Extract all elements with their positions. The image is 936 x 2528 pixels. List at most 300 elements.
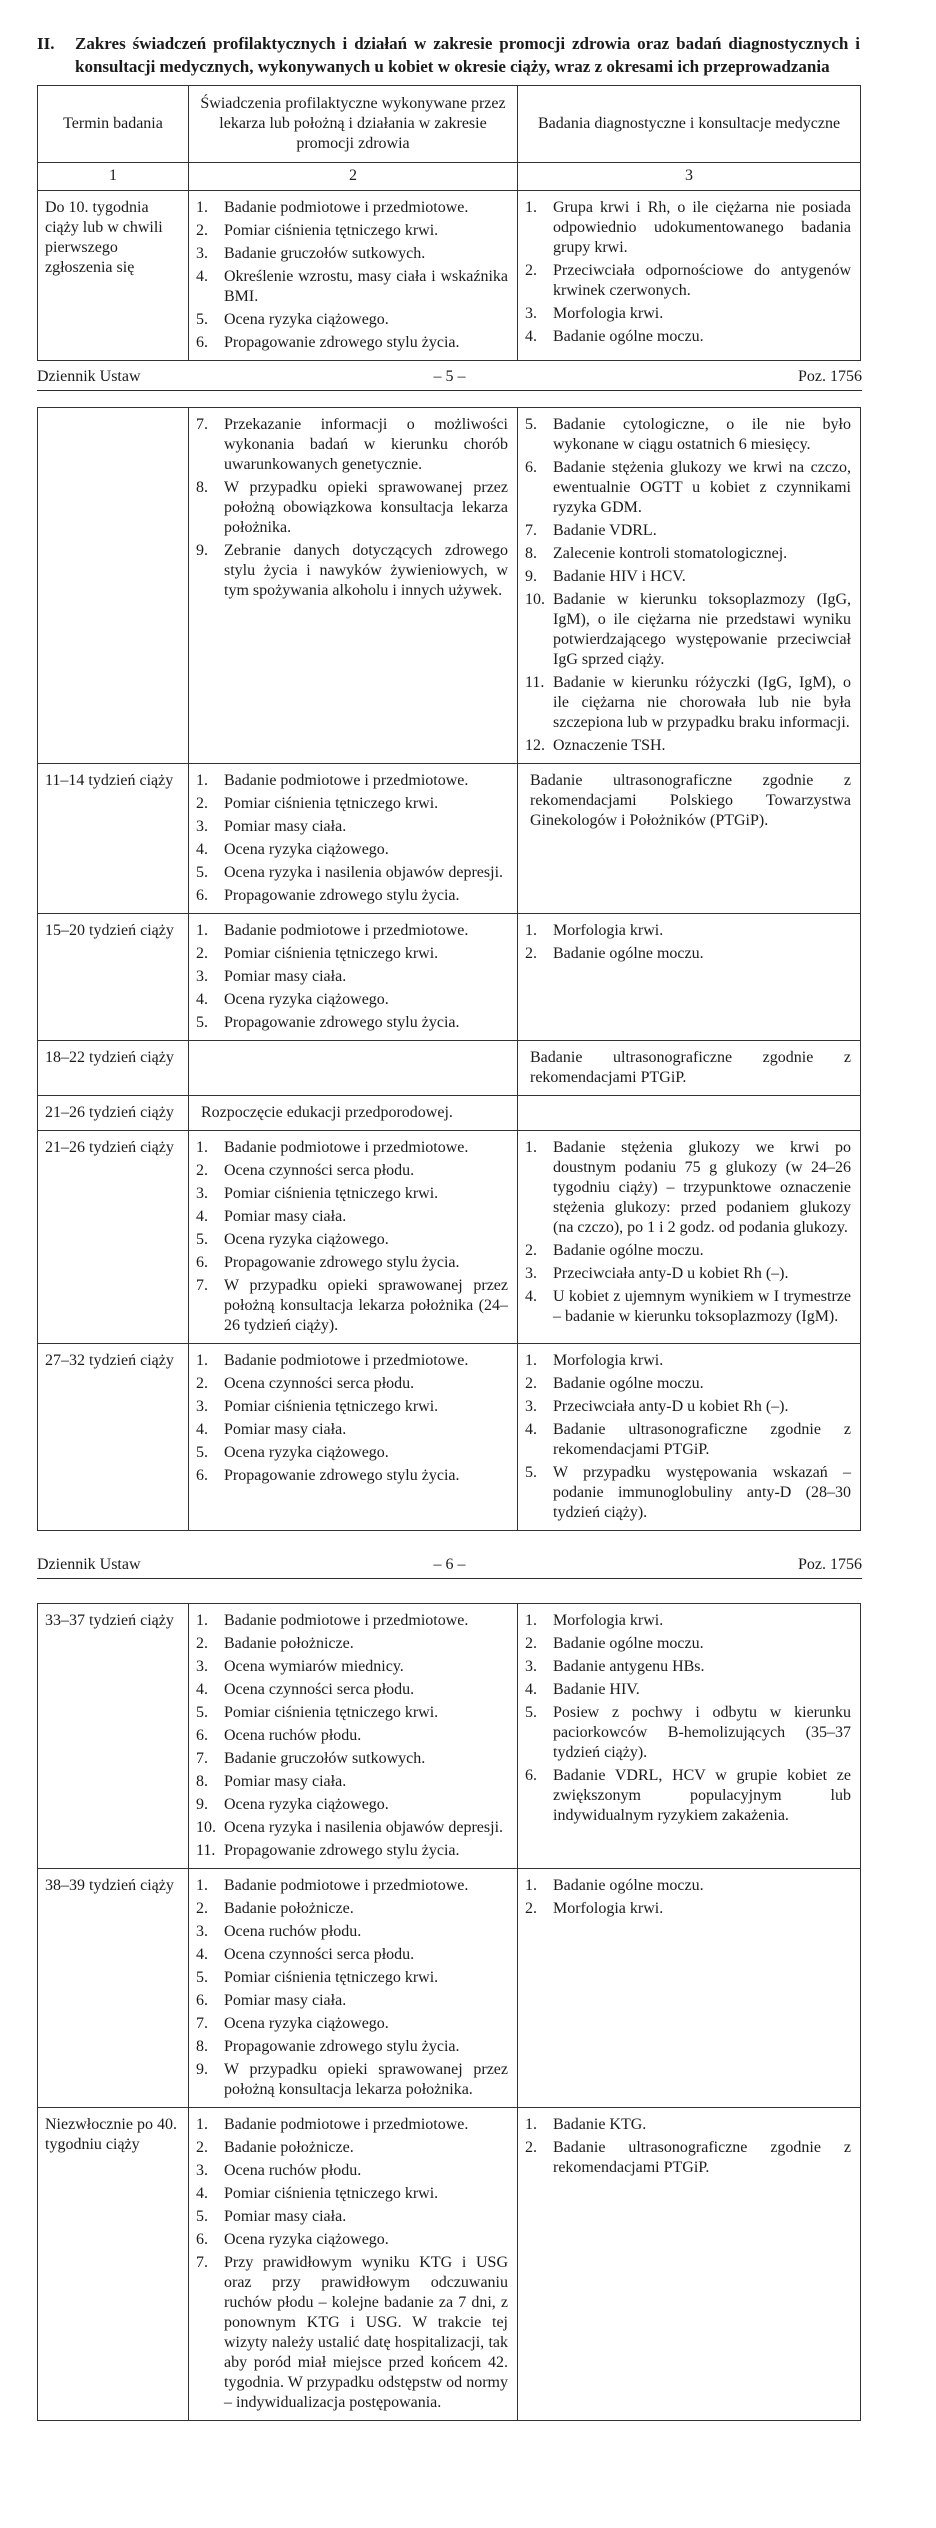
item-text: Ocena ruchów płodu. [224,2162,362,2179]
list-item [525,921,851,941]
list-item [196,921,508,941]
item-number: 9. [196,542,208,559]
diagnostics-cell [518,764,861,914]
item-number: 4. [196,1421,208,1438]
item-number: 4. [196,1681,208,1698]
item-text: Ocena ryzyka ciążowego. [224,1231,389,1248]
item-number: 4. [525,1681,537,1698]
item-text: Badanie KTG. [553,2116,647,2133]
item-text: Ocena ryzyka ciążowego. [224,311,389,328]
list-item [525,1680,851,1700]
section-number: II. [37,34,55,53]
list-item [196,1968,508,1988]
item-text: Badanie podmiotowe i przedmiotowe. [224,199,469,216]
list-item [196,2014,508,2034]
item-number: 3. [525,1658,537,1675]
list-item [196,1230,508,1250]
item-number: 1. [525,1352,537,1369]
list-item [196,2230,508,2250]
schedule-table-page6 [37,1603,861,2421]
item-text: Badanie położnicze. [224,2139,354,2156]
list-item [525,544,851,564]
item-number: 4. [196,1208,208,1225]
cell-text: Badanie ultrasonograficzne zgodnie z rekomendacjami PTGiP. [530,1049,851,1086]
item-text: Badanie antygenu HBs. [553,1658,705,1675]
list-item [196,1634,508,1654]
services-cell [189,1604,518,1869]
item-number: 5. [196,2208,208,2225]
services-cell [189,1344,518,1531]
item-text: Badanie VDRL, HCV w grupie kobiet ze zwiększonym populacyjnym lub indywidualnym ryzykiem zakażenia. [553,1767,851,1824]
item-text: Przekazanie informacji o możliwości wykonania badań w kierunku chorób uwarunkowanych genetycznie. [224,416,508,473]
item-text: Badanie ogólne moczu. [553,1375,704,1392]
term-cell [38,1096,189,1131]
item-text: Badanie podmiotowe i przedmiotowe. [224,1877,469,1894]
item-number: 1. [196,199,208,216]
item-text: Pomiar ciśnienia tętniczego krwi. [224,1398,439,1415]
item-number: 8. [196,1773,208,1790]
term-cell [38,1041,189,1096]
item-text: Propagowanie zdrowego stylu życia. [224,2038,460,2055]
item-text: Pomiar ciśnienia tętniczego krwi. [224,222,439,239]
item-number: 8. [525,545,537,562]
list-item [196,863,508,883]
list-item [196,1397,508,1417]
item-number: 6. [196,1467,208,1484]
list-item [196,310,508,330]
item-number: 3. [196,1185,208,1202]
section-title: Zakres świadczeń profilaktycznych i działań w zakresie promocji zdrowia oraz badań diagnostycznych i konsultacji medycznych, wykonywanych u kobiet w okresie ciąży, wraz z okresami ich przeprowadzania [75,34,860,76]
item-text: Badanie podmiotowe i przedmiotowe. [224,922,469,939]
list-item [525,261,851,301]
item-number: 9. [525,568,537,585]
list-item [525,1397,851,1417]
list-item [196,1276,508,1336]
item-number: 10. [196,1819,216,1836]
item-text: Badanie VDRL. [553,522,657,539]
term-cell [38,1131,189,1344]
list-item [196,221,508,241]
list-item [196,1795,508,1815]
list-item [525,415,851,455]
item-number: 1. [196,2116,208,2133]
term-cell [38,1869,189,2108]
list-item [196,1726,508,1746]
footer-journal-name: Dziennik Ustaw [37,1556,141,1573]
table-row [38,1869,861,2108]
item-text: Ocena ryzyka ciążowego. [224,991,389,1008]
diagnostics-cell [518,2108,861,2421]
item-text: W przypadku opieki sprawowanej przez położną konsultacja lekarza położnika. [224,2061,508,2098]
item-number: 1. [196,1139,208,1156]
item-text: Pomiar masy ciała. [224,968,347,985]
item-number: 1. [525,2116,537,2133]
item-number: 11. [525,674,545,691]
list-item [196,2161,508,2181]
item-number: 2. [196,1900,208,1917]
list-item [196,2253,508,2413]
list-item [196,1991,508,2011]
item-number: 6. [525,459,537,476]
item-number: 3. [525,1398,537,1415]
list-item [525,1138,851,1238]
list-item [525,1351,851,1371]
item-number: 7. [196,2015,208,2032]
item-number: 1. [196,922,208,939]
item-number: 1. [525,1612,537,1629]
item-text: Przy prawidłowym wyniku KTG i USG oraz przy prawidłowym odczuwaniu ruchów płodu – kolejne badanie za 7 dni, z ponownym KTG i USG. W trakcie tej wizyty należy ustalić datę hospitalizacji, tak aby poród miał miejsce przed końcem 42. tygodnia. W przypadku odstępstw od normy – indywidualizacja postępowania. [224,2254,508,2411]
item-number: 9. [196,1796,208,1813]
item-text: Badanie podmiotowe i przedmiotowe. [224,2116,469,2133]
item-text: Pomiar masy ciała. [224,1208,347,1225]
item-number: 7. [196,2254,208,2271]
item-number: 2. [525,1242,537,1259]
item-text: Badanie cytologiczne, o ile nie było wykonane w ciągu ostatnich 6 miesięcy. [553,416,851,453]
diagnostics-cell [518,1869,861,2108]
item-text: Przeciwciała odpornościowe do antygenów krwinek czerwonych. [553,262,851,299]
item-number: 7. [196,416,208,433]
item-text: W przypadku opieki sprawowanej przez położną obowiązkowa konsultacja lekarza położnika. [224,479,508,536]
list-item [196,2060,508,2100]
item-number: 4. [525,328,537,345]
list-item [525,198,851,258]
item-text: Morfologia krwi. [553,1900,664,1917]
item-number: 4. [196,991,208,1008]
item-number: 6. [196,2231,208,2248]
diagnostics-cell [518,1131,861,1344]
item-number: 7. [196,1750,208,1767]
list-item [196,1680,508,1700]
item-number: 6. [196,334,208,351]
list-item [525,944,851,964]
item-text: Pomiar masy ciała. [224,1421,347,1438]
item-text: Pomiar masy ciała. [224,1992,347,2009]
list-item [196,2037,508,2057]
list-item [525,1876,851,1896]
diagnostics-cell [518,1096,861,1131]
item-number: 4. [196,268,208,285]
column-number-3: 3 [518,163,861,191]
item-text: Propagowanie zdrowego stylu życia. [224,334,460,351]
item-text: Badanie ogólne moczu. [553,1242,704,1259]
item-text: Oznaczenie TSH. [553,737,666,754]
item-text: Badanie w kierunku różyczki (IgG, IgM), o ile ciężarna nie chorowała lub nie była szczepiona lub w przypadku braku informacji. [553,674,851,731]
list-item [525,1657,851,1677]
list-item [196,1611,508,1631]
item-number: 2. [525,2139,537,2156]
list-item [525,567,851,587]
list-item [196,1466,508,1486]
list-item [525,1463,851,1523]
item-text: Pomiar ciśnienia tętniczego krwi. [224,1185,439,1202]
diagnostics-cell [518,1041,861,1096]
item-number: 1. [196,1352,208,1369]
item-text: W przypadku występowania wskazań – podanie immunoglobuliny anty-D (28–30 tydzień ciąży). [553,1464,851,1521]
item-number: 1. [525,199,537,216]
list-item [196,1703,508,1723]
item-number: 1. [525,922,537,939]
item-number: 2. [196,1635,208,1652]
list-item [196,1184,508,1204]
item-text: Morfologia krwi. [553,1352,664,1369]
item-number: 2. [196,795,208,812]
item-text: Przeciwciała anty-D u kobiet Rh (–). [553,1398,789,1415]
list-item [525,590,851,670]
item-text: Badanie stężenia glukozy we krwi na czczo, ewentualnie OGTT u kobiet z czynnikami ryzyka GDM. [553,459,851,516]
list-item [525,736,851,756]
item-number: 2. [196,2139,208,2156]
item-number: 5. [525,1704,537,1721]
item-text: Pomiar ciśnienia tętniczego krwi. [224,945,439,962]
item-number: 6. [196,1727,208,1744]
diagnostics-cell [518,1604,861,1869]
item-number: 5. [196,1014,208,1031]
list-item [196,2184,508,2204]
item-text: Pomiar ciśnienia tętniczego krwi. [224,795,439,812]
list-item [196,886,508,906]
list-item [196,1899,508,1919]
list-item [525,458,851,518]
item-text: Ocena ryzyka ciążowego. [224,841,389,858]
item-number: 5. [525,416,537,433]
footer-position-number: Poz. 1756 [798,1556,862,1573]
item-text: Morfologia krwi. [553,922,664,939]
item-number: 2. [525,1900,537,1917]
list-item [196,1772,508,1792]
list-item [196,415,508,475]
item-text: Propagowanie zdrowego stylu życia. [224,1254,460,1271]
item-text: U kobiet z ujemnym wynikiem w I trymestrze – badanie w kierunku toksoplazmozy (IgM). [553,1288,851,1325]
list-item [196,244,508,264]
item-number: 5. [525,1464,537,1481]
item-number: 11. [196,1842,216,1859]
diagnostics-cell [518,914,861,1041]
item-text: Ocena czynności serca płodu. [224,1162,415,1179]
item-text: Pomiar masy ciała. [224,2208,347,2225]
item-text: Badanie podmiotowe i przedmiotowe. [224,1612,469,1629]
list-item [196,1818,508,1838]
item-text: Badanie położnicze. [224,1635,354,1652]
term-text: 11–14 tydzień ciąży [45,772,174,789]
list-item [196,944,508,964]
term-text: 21–26 tydzień ciąży [45,1104,174,1121]
term-cell [38,1604,189,1869]
item-text: Ocena wymiarów miednicy. [224,1658,404,1675]
list-item [525,1899,851,1919]
list-item [525,1287,851,1327]
item-text: Badanie gruczołów sutkowych. [224,1750,426,1767]
list-item [196,1161,508,1181]
footer-page-number: – 6 – [433,1556,466,1573]
item-text: Pomiar ciśnienia tętniczego krwi. [224,1969,439,1986]
item-number: 5. [196,864,208,881]
services-cell [189,2108,518,2421]
item-text: Badanie ogólne moczu. [553,1877,704,1894]
item-text: Pomiar masy ciała. [224,818,347,835]
page-content [37,32,860,2421]
item-number: 5. [196,1231,208,1248]
item-number: 3. [196,1658,208,1675]
column-number-1: 1 [38,163,189,191]
table-row [38,1131,861,1344]
item-text: Badanie stężenia glukozy we krwi po doustnym podaniu 75 g glukozy (w 24–26 tygodniu ciąży) – trzypunktowe oznaczenie stężenia glukozy: przed podaniem glukozy (na czczo), po 1 i 2 godz. od podania glukozy. [553,1139,851,1236]
footer-position-number: Poz. 1756 [798,368,862,385]
list-item [525,1420,851,1460]
term-text: Niezwłocznie po 40. tygodniu ciąży [45,2116,177,2153]
item-number: 4. [196,841,208,858]
cell-text: Badanie ultrasonograficzne zgodnie z rekomendacjami Polskiego Towarzystwa Ginekologów i Położników (PTGiP). [530,772,851,829]
list-item [196,1841,508,1861]
item-number: 2. [525,262,537,279]
item-text: Badanie położnicze. [224,1900,354,1917]
table-row [38,1604,861,1869]
item-text: Badanie HIV i HCV. [553,568,686,585]
footer-page-number: – 5 – [433,368,466,385]
item-text: Badanie ogólne moczu. [553,1635,704,1652]
column-header-diagnostics: Badania diagnostyczne i konsultacje medyczne [518,86,861,163]
list-item [525,521,851,541]
column-header-services: Świadczenia profilaktyczne wykonywane przez lekarza lub położną i działania w zakresie promocji zdrowia [189,86,518,163]
schedule-table-page5-bottom [37,407,861,1531]
list-item [196,541,508,601]
item-text: W przypadku opieki sprawowanej przez położną konsultacja lekarza położnika (24–26 tydzień ciąży). [224,1277,508,1334]
item-number: 1. [196,772,208,789]
item-number: 3. [525,305,537,322]
item-number: 4. [525,1288,537,1305]
services-cell [189,1041,518,1096]
diagnostics-cell [518,191,861,361]
services-cell [189,191,518,361]
item-number: 5. [196,1969,208,1986]
table-header-row [38,86,861,163]
list-item [196,990,508,1010]
item-text: Ocena ryzyka ciążowego. [224,1444,389,1461]
term-cell [38,914,189,1041]
item-number: 4. [196,2185,208,2202]
list-item [525,1374,851,1394]
item-number: 6. [525,1767,537,1784]
term-text: 38–39 tydzień ciąży [45,1877,174,1894]
list-item [196,2115,508,2135]
item-number: 6. [196,887,208,904]
item-text: Ocena ryzyka i nasilenia objawów depresji. [224,1819,504,1836]
item-text: Ocena ryzyka ciążowego. [224,2231,389,2248]
list-item [525,673,851,733]
list-item [525,304,851,324]
term-cell [38,2108,189,2421]
item-number: 5. [196,311,208,328]
schedule-table-page5-top [37,85,861,361]
list-item [196,1420,508,1440]
item-number: 2. [525,1375,537,1392]
term-cell [38,764,189,914]
item-text: Zalecenie kontroli stomatologicznej. [553,545,788,562]
list-item [196,1876,508,1896]
diagnostics-cell [518,408,861,764]
list-item [196,1013,508,1033]
cell-text: Rozpoczęcie edukacji przedporodowej. [201,1104,453,1121]
item-number: 7. [196,1277,208,1294]
services-cell [189,914,518,1041]
list-item [196,1253,508,1273]
item-text: Propagowanie zdrowego stylu życia. [224,1467,460,1484]
item-number: 2. [525,945,537,962]
list-item [196,1922,508,1942]
item-number: 3. [525,1265,537,1282]
list-item [196,478,508,538]
term-text: 33–37 tydzień ciąży [45,1612,174,1629]
services-cell [189,1096,518,1131]
item-text: Ocena czynności serca płodu. [224,1375,415,1392]
item-number: 10. [525,591,545,608]
table-row [38,408,861,764]
list-item [525,327,851,347]
list-item [196,2207,508,2227]
page-footer-6 [37,1531,862,1579]
term-text: 15–20 tydzień ciąży [45,922,174,939]
list-item [196,2138,508,2158]
term-text: 27–32 tydzień ciąży [45,1352,174,1369]
item-number: 1. [525,1139,537,1156]
list-item [196,333,508,353]
item-text: Badanie ultrasonograficzne zgodnie z rekomendacjami PTGiP. [553,1421,851,1458]
term-text: 18–22 tydzień ciąży [45,1049,174,1066]
list-item [196,794,508,814]
item-number: 3. [196,818,208,835]
list-item [525,1634,851,1654]
services-cell [189,1131,518,1344]
list-item [196,1138,508,1158]
term-cell [38,191,189,361]
list-item [196,967,508,987]
item-text: Morfologia krwi. [553,1612,664,1629]
item-text: Morfologia krwi. [553,305,664,322]
column-header-term: Termin badania [38,86,189,163]
item-number: 4. [525,1421,537,1438]
term-text: 21–26 tydzień ciąży [45,1139,174,1156]
item-number: 5. [196,1704,208,1721]
services-cell [189,1869,518,2108]
list-item [525,1703,851,1763]
list-item [196,1443,508,1463]
item-text: Pomiar masy ciała. [224,1773,347,1790]
item-number: 1. [525,1877,537,1894]
column-number-row [38,163,861,191]
column-number-2: 2 [189,163,518,191]
list-item [525,1241,851,1261]
item-number: 3. [196,2162,208,2179]
item-number: 4. [196,1946,208,1963]
services-cell [189,764,518,914]
table-row [38,914,861,1041]
item-number: 9. [196,2061,208,2078]
list-item [196,817,508,837]
list-item [196,198,508,218]
item-text: Badanie ogólne moczu. [553,945,704,962]
item-text: Propagowanie zdrowego stylu życia. [224,1842,460,1859]
item-number: 3. [196,968,208,985]
list-item [196,771,508,791]
item-text: Badanie w kierunku toksoplazmozy (IgG, IgM), o ile ciężarna nie przedstawi wyniku potwierdzającego występowanie przeciwciał IgG sprzed ciąży. [553,591,851,668]
item-number: 2. [196,222,208,239]
list-item [525,1766,851,1826]
item-text: Określenie wzrostu, masy ciała i wskaźnika BMI. [224,268,508,305]
table-row [38,191,861,361]
term-cell [38,408,189,764]
item-number: 8. [196,479,208,496]
footer-journal-name: Dziennik Ustaw [37,368,141,385]
item-text: Ocena ruchów płodu. [224,1923,362,1940]
